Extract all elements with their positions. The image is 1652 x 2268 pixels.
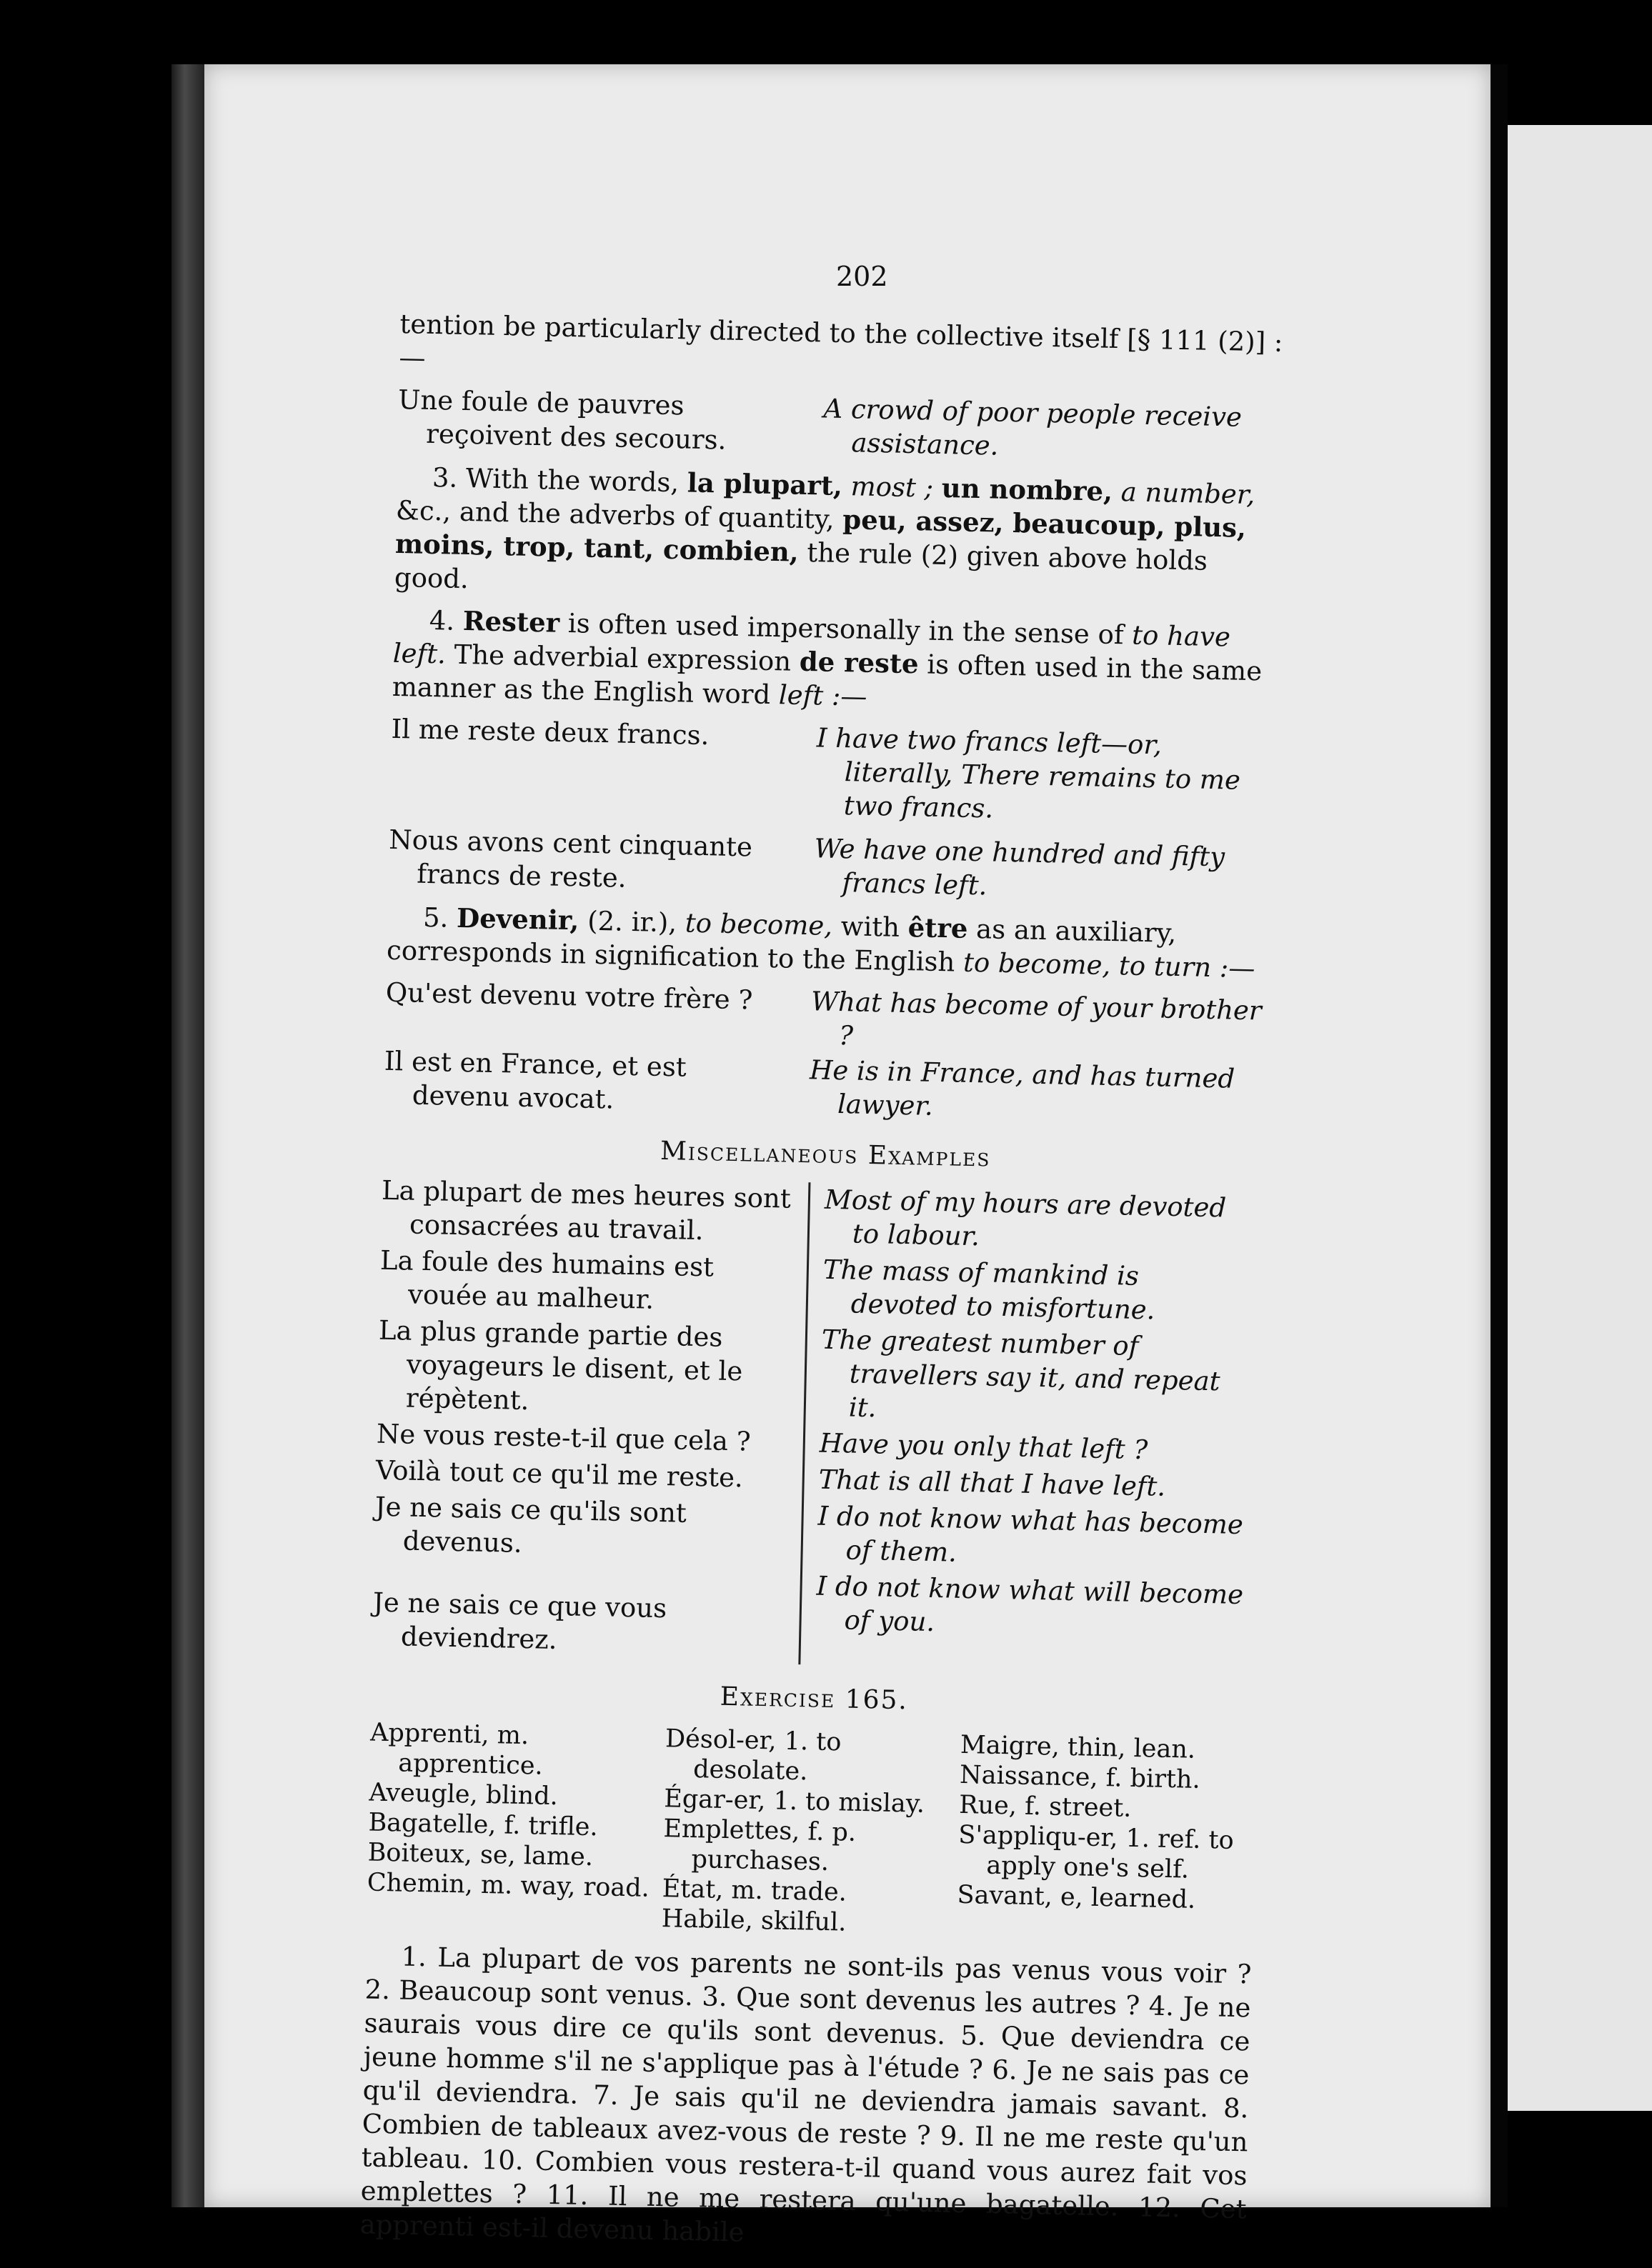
rule-paragraph-3 — [394, 460, 1283, 613]
example-english: I have two francs left—or, literally, There remains to me two francs. — [816, 722, 1241, 824]
french-term: Devenir, — [456, 901, 579, 936]
misc-english-column — [800, 1182, 1253, 1674]
example-english: What has become of your brother ? — [810, 986, 1263, 1051]
english-term: to become, to turn :— — [962, 946, 1255, 984]
text: is often used impersonally in the sense of — [559, 607, 1133, 651]
exercise-text: 1. La plupart de vos parents ne sont-ils pas venus vous voir ? 2. Beaucoup sont venus. 3. Que sont devenus les autres ? 4. Je ne saurais vous dire ce qu'ils sont devenus. 5. Que deviendra ce jeune homme s'il ne s'applique pas à l'étude ? 6. Je ne sais pas ce qu'il deviendra. 7. Je sais qu'il ne deviendra jamais savant. 8. Combien de tableaux avez-vous de reste ? 9. Il ne me reste qu'un tableau. 10. Combien vous restera-t-il quand vous aurez fait vos emplettes ? 11. Il ne me restera qu'une bagatelle. 12. Cet apprenti est-il devenu habile — [359, 1941, 1252, 2248]
english-term: left :— — [778, 679, 867, 712]
text: 4. — [429, 604, 464, 636]
example-french: Une foule de pauvres reçoivent des secours. — [397, 384, 727, 456]
page-number: 202 — [836, 261, 888, 292]
rule-paragraph-5 — [387, 900, 1274, 986]
misc-english-row: The greatest number of travellers say it, and repeat it. — [821, 1324, 1220, 1424]
vocab-entry: Boiteux, se, lame. — [367, 1838, 594, 1872]
text: 3. With the words, — [432, 461, 688, 499]
misc-english-row: I do not know what will become of you. — [816, 1570, 1244, 1638]
english-term: to become, — [685, 907, 833, 941]
vocab-entry: Habile, skilful. — [661, 1904, 847, 1937]
section-heading: Miscellaneous Examples — [660, 1136, 991, 1173]
vocab-column — [366, 1718, 665, 1934]
vocab-entry: Naissance, f. birth. — [959, 1760, 1201, 1794]
example-pair — [389, 712, 1278, 831]
text: (2. ir.), — [579, 905, 686, 939]
page-content — [359, 307, 1286, 2268]
text: is often used in the same manner as the English word — [392, 649, 1263, 711]
vocab-column — [956, 1730, 1255, 1947]
misc-french-row: Voilà tout ce qu'il me reste. — [375, 1454, 744, 1494]
text: the rule (2) given above holds good. — [394, 536, 1208, 595]
example-french: Il est en France, et est devenu avocat. — [384, 1045, 687, 1115]
example-french: Nous avons cent cinquante francs de reste. — [388, 824, 753, 894]
vocab-entry: Chemin, m. way, road. — [367, 1868, 650, 1903]
text: as an auxiliary, corresponds in signification to the English — [386, 913, 1177, 978]
vocab-entry: Savant, e, learned. — [957, 1880, 1196, 1914]
french-term: un nombre, — [941, 471, 1113, 507]
english-term: most ; — [842, 471, 942, 504]
english-term: a number, — [1112, 476, 1255, 511]
french-term: Rester — [462, 604, 560, 639]
vocab-entry: Emplettes, f. p. purchases. — [663, 1814, 857, 1877]
example-pair — [388, 823, 1275, 909]
misc-french-row: La plupart de mes heures sont consacrées au travail. — [381, 1174, 792, 1247]
example-pair — [397, 383, 1285, 469]
misc-french-row: Je ne sais ce que vous deviendrez. — [372, 1587, 667, 1656]
example-english: He is in France, and has turned lawyer. — [809, 1054, 1235, 1121]
example-french: Qu'est devenu votre frère ? — [385, 976, 753, 1016]
example-english: We have one hundred and fifty francs left. — [814, 833, 1225, 901]
text: 5. — [422, 901, 457, 934]
vocab-entry: Apprenti, m. apprentice. — [369, 1718, 544, 1781]
french-term: de reste — [799, 645, 920, 680]
french-term: la plupart, — [687, 466, 843, 502]
rule-paragraph-4 — [392, 603, 1280, 722]
misc-examples — [372, 1174, 1268, 1674]
misc-english-row: The mass of mankind is devoted to misfortune. — [822, 1254, 1155, 1326]
vocab-entry: Aveugle, blind. — [369, 1778, 559, 1812]
facing-page-edge — [1508, 125, 1652, 2111]
vocabulary-list — [366, 1718, 1256, 1947]
misc-english-row: I do not know what has become of them. — [817, 1500, 1244, 1568]
vocab-entry: Égar-er, 1. to mislay. — [663, 1784, 925, 1819]
misc-french-row: La foule des humains est vouée au malheur. — [379, 1244, 715, 1315]
misc-french-row: Ne vous reste-t-il que cela ? — [376, 1418, 752, 1457]
vocab-entry: S'appliqu-er, 1. ref. to apply one's self. — [957, 1820, 1235, 1884]
vocab-entry: Rue, f. street. — [958, 1790, 1132, 1823]
french-term: peu, assez, beaucoup, plus, moins, trop, tant, combien, — [394, 504, 1247, 568]
page-gutter — [1491, 64, 1508, 2207]
book-spine — [171, 64, 204, 2207]
text: &c., and the adverbs of quantity, — [395, 494, 843, 536]
vocab-entry: État, m. trade. — [662, 1874, 847, 1907]
misc-english-row: Most of my hours are devoted to labour. — [824, 1184, 1227, 1252]
misc-french-row: La plus grande partie des voyageurs le disent, et le répètent. — [378, 1314, 743, 1417]
french-term: être — [907, 911, 968, 944]
intro-text: tention be particularly directed to the collective itself [§ 111 (2)] :— — [399, 308, 1283, 374]
example-english: A crowd of poor people receive assistance. — [823, 393, 1243, 461]
vocab-entry: Bagatelle, f. trifle. — [368, 1808, 599, 1842]
misc-english-row: That is all that I have left. — [818, 1464, 1166, 1502]
misc-french-row: Je ne sais ce qu'ils sont devenus. — [374, 1491, 687, 1559]
vocab-column — [661, 1724, 960, 1940]
misc-english-row: Have you only that left ? — [819, 1427, 1148, 1466]
vocab-entry: Maigre, thin, lean. — [960, 1730, 1196, 1764]
vocab-entry: Désol-er, 1. to desolate. — [665, 1724, 842, 1787]
misc-french-column — [372, 1174, 810, 1664]
text: with — [832, 910, 909, 944]
example-french: Il me reste deux francs. — [391, 713, 710, 751]
exercise-heading: Exercise 165. — [720, 1682, 909, 1716]
english-term: to have left. — [392, 619, 1231, 670]
text: The adverbial expression — [445, 639, 800, 677]
